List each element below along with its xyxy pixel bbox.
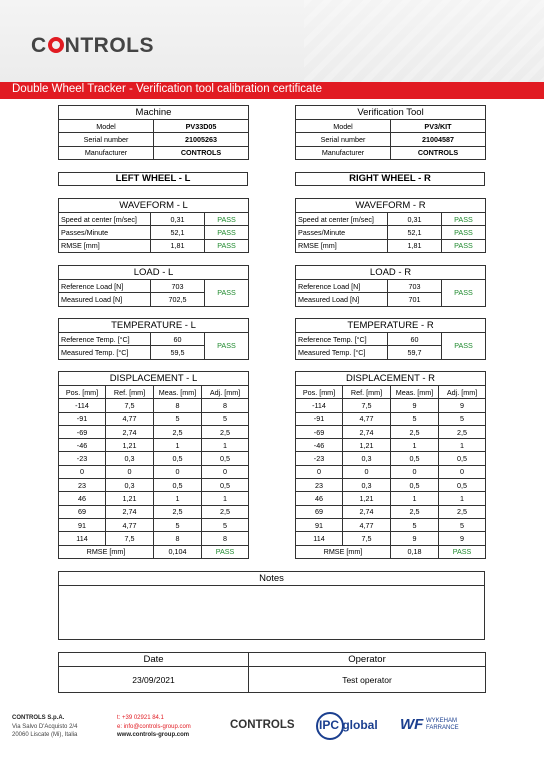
table-cell: 0,3 — [106, 479, 154, 492]
load-right-table — [295, 265, 486, 307]
temperature-right-title: TEMPERATURE - R — [296, 319, 486, 333]
table-cell: 7,5 — [343, 399, 391, 412]
table-cell: -23 — [59, 452, 106, 465]
value: 703 — [151, 280, 205, 293]
table-cell: 1 — [154, 439, 202, 452]
table-cell: 5 — [391, 412, 439, 425]
table-row — [296, 452, 486, 465]
pass-status: PASS — [205, 333, 249, 360]
table-cell: 4,77 — [343, 412, 391, 425]
value: 60 — [388, 333, 442, 346]
pass-status: PASS — [442, 226, 486, 239]
label: Speed at center [m/sec] — [296, 213, 388, 226]
phone: t: +39 02921 84.1 — [117, 715, 164, 721]
tool-title: Verification Tool — [296, 106, 486, 120]
table-cell: 46 — [296, 492, 343, 505]
value: 0,31 — [151, 213, 205, 226]
load-left-table — [58, 265, 249, 307]
table-cell: 69 — [296, 505, 343, 518]
table-cell: 2,5 — [202, 505, 249, 518]
rmse-value: 0,18 — [391, 545, 439, 558]
table-cell: 2,74 — [343, 505, 391, 518]
table-cell: -23 — [296, 452, 343, 465]
table-cell: -91 — [296, 412, 343, 425]
table-cell: 1,21 — [343, 492, 391, 505]
pass-status: PASS — [202, 545, 249, 558]
table-cell: 69 — [59, 505, 106, 518]
table-cell: 0,5 — [202, 452, 249, 465]
displacement-title: DISPLACEMENT - R — [296, 372, 486, 386]
ipc-global-logo — [314, 711, 386, 741]
table-cell: 4,77 — [106, 518, 154, 531]
table-cell: 1 — [202, 439, 249, 452]
pass-status: PASS — [205, 226, 249, 239]
table-cell: 5 — [439, 518, 486, 531]
pass-status: PASS — [442, 239, 486, 252]
value: 701 — [388, 293, 442, 306]
controls-logo: C NTROLS — [31, 34, 154, 57]
date-label: Date — [59, 653, 249, 667]
table-cell: 1,21 — [106, 492, 154, 505]
notes-content — [59, 586, 484, 592]
waveform-left-title: WAVEFORM - L — [59, 199, 249, 213]
wykeham-farrance-logo — [400, 716, 476, 736]
temperature-left-title: TEMPERATURE - L — [59, 319, 249, 333]
value: 59,5 — [151, 346, 205, 359]
table-cell: 1 — [439, 439, 486, 452]
value: PV33D05 — [154, 120, 249, 133]
table-cell: 0,5 — [391, 452, 439, 465]
table-cell: 5 — [391, 518, 439, 531]
label: Passes/Minute — [296, 226, 388, 239]
footer-contacts — [117, 714, 191, 740]
label: Reference Temp. [°C] — [59, 333, 151, 346]
table-row — [296, 492, 486, 505]
table-cell: 0 — [343, 465, 391, 478]
table-cell: 1 — [202, 492, 249, 505]
table-cell: 5 — [202, 412, 249, 425]
table-cell: -114 — [59, 399, 106, 412]
table-cell: 0,5 — [439, 479, 486, 492]
table-cell: 0,3 — [106, 452, 154, 465]
table-cell: 23 — [59, 479, 106, 492]
operator-value: Test operator — [249, 667, 486, 693]
footer-controls-logo: CONTROLS — [230, 719, 295, 731]
table-cell: 0,5 — [154, 452, 202, 465]
machine-title: Machine — [59, 106, 249, 120]
email: e: info@controls-group.com — [117, 723, 191, 730]
label: Model — [296, 120, 391, 133]
label: RMSE [mm] — [296, 239, 388, 252]
pass-status: PASS — [442, 333, 486, 360]
label: RMSE [mm] — [59, 239, 151, 252]
table-cell: 9 — [391, 532, 439, 545]
rmse-label: RMSE [mm] — [59, 545, 154, 558]
notes-title: Notes — [59, 572, 484, 586]
table-cell: 0 — [439, 465, 486, 478]
pass-status: PASS — [442, 280, 486, 307]
label: Speed at center [m/sec] — [59, 213, 151, 226]
table-cell: 8 — [202, 532, 249, 545]
table-row — [296, 425, 486, 438]
value: 21004587 — [391, 133, 486, 146]
table-cell: 5 — [202, 518, 249, 531]
pass-status: PASS — [205, 239, 249, 252]
table-cell: 7,5 — [343, 532, 391, 545]
table-cell: 2,5 — [391, 505, 439, 518]
notes-box — [58, 571, 485, 640]
table-cell: 4,77 — [343, 518, 391, 531]
table-cell: 0,3 — [343, 452, 391, 465]
table-cell: 1 — [391, 492, 439, 505]
waveform-right-title: WAVEFORM - R — [296, 199, 486, 213]
label: Reference Load [N] — [59, 280, 151, 293]
temperature-right-table — [295, 318, 486, 360]
table-cell: 23 — [296, 479, 343, 492]
table-cell: 2,5 — [439, 425, 486, 438]
table-row — [59, 532, 249, 545]
value: 59,7 — [388, 346, 442, 359]
table-row — [59, 412, 249, 425]
label: Model — [59, 120, 154, 133]
operator-label: Operator — [249, 653, 486, 667]
value: 702,5 — [151, 293, 205, 306]
signoff-table — [58, 652, 486, 693]
label: Manufacturer — [59, 146, 154, 159]
waveform-right-table — [295, 198, 486, 253]
table-cell: -91 — [59, 412, 106, 425]
table-cell: 5 — [439, 412, 486, 425]
table-cell: 5 — [154, 518, 202, 531]
table-cell: 5 — [154, 412, 202, 425]
table-cell: 8 — [154, 532, 202, 545]
waveform-left-table — [58, 198, 249, 253]
footer-address — [12, 714, 77, 740]
table-row — [296, 399, 486, 412]
table-cell: 2,5 — [391, 425, 439, 438]
value: 0,31 — [388, 213, 442, 226]
column-header: Ref. [mm] — [343, 386, 391, 399]
table-cell: -114 — [296, 399, 343, 412]
column-header: Adj. [mm] — [202, 386, 249, 399]
load-right-title: LOAD - R — [296, 266, 486, 280]
table-cell: 0,5 — [391, 479, 439, 492]
table-cell: 46 — [59, 492, 106, 505]
table-cell: 0,5 — [154, 479, 202, 492]
label: Reference Load [N] — [296, 280, 388, 293]
table-row — [59, 518, 249, 531]
table-cell: -46 — [59, 439, 106, 452]
label: Reference Temp. [°C] — [296, 333, 388, 346]
table-cell: 4,77 — [106, 412, 154, 425]
table-cell: 91 — [296, 518, 343, 531]
column-header: Adj. [mm] — [439, 386, 486, 399]
verification-tool-table — [295, 105, 486, 160]
table-cell: 0 — [296, 465, 343, 478]
website-link[interactable]: www.controls-group.com — [117, 732, 190, 738]
ipc-global-text: IPC global — [319, 718, 378, 732]
machine-table — [58, 105, 249, 160]
value: 1,81 — [151, 239, 205, 252]
table-row — [59, 465, 249, 478]
label: Passes/Minute — [59, 226, 151, 239]
table-row — [296, 479, 486, 492]
table-row — [59, 452, 249, 465]
table-row — [59, 492, 249, 505]
table-cell: 2,5 — [154, 425, 202, 438]
label: Measured Temp. [°C] — [296, 346, 388, 359]
pass-status: PASS — [205, 213, 249, 226]
displacement-right-table — [295, 371, 486, 559]
table-row — [59, 425, 249, 438]
table-cell: 1,21 — [106, 439, 154, 452]
table-cell: 0,3 — [343, 479, 391, 492]
value: 52,1 — [388, 226, 442, 239]
table-row — [59, 479, 249, 492]
table-cell: -46 — [296, 439, 343, 452]
table-cell: 1 — [391, 439, 439, 452]
table-row — [59, 399, 249, 412]
table-cell: 9 — [439, 532, 486, 545]
displacement-left-table — [58, 371, 249, 559]
table-cell: 1 — [154, 492, 202, 505]
table-row — [296, 412, 486, 425]
table-row — [296, 439, 486, 452]
table-cell: 91 — [59, 518, 106, 531]
rmse-label: RMSE [mm] — [296, 545, 391, 558]
table-cell: 2,5 — [154, 505, 202, 518]
value: CONTROLS — [391, 146, 486, 159]
label: Measured Temp. [°C] — [59, 346, 151, 359]
column-header: Ref. [mm] — [106, 386, 154, 399]
column-header: Meas. [mm] — [391, 386, 439, 399]
label: Measured Load [N] — [296, 293, 388, 306]
label: Manufacturer — [296, 146, 391, 159]
table-cell: 0 — [202, 465, 249, 478]
table-cell: 114 — [296, 532, 343, 545]
column-header: Meas. [mm] — [154, 386, 202, 399]
title-bar — [0, 82, 544, 99]
table-cell: 2,5 — [202, 425, 249, 438]
value: 52,1 — [151, 226, 205, 239]
table-cell: 8 — [202, 399, 249, 412]
table-cell: 0,5 — [202, 479, 249, 492]
table-cell: 114 — [59, 532, 106, 545]
table-cell: 7,5 — [106, 532, 154, 545]
table-cell: 0,5 — [439, 452, 486, 465]
table-cell: 9 — [391, 399, 439, 412]
pass-status: PASS — [439, 545, 486, 558]
wf-mark-icon: WF — [400, 716, 424, 733]
pass-status: PASS — [442, 213, 486, 226]
label: Measured Load [N] — [59, 293, 151, 306]
table-cell: -69 — [296, 425, 343, 438]
temperature-left-table — [58, 318, 249, 360]
address-line-1: Via Salvo D'Acquisto 2/4 — [12, 723, 78, 730]
address-line-2: 20060 Liscate (Mi), Italia — [12, 732, 78, 738]
table-cell: -69 — [59, 425, 106, 438]
table-cell: 0 — [154, 465, 202, 478]
value: 21005263 — [154, 133, 249, 146]
table-cell: 1,21 — [343, 439, 391, 452]
table-cell: 2,74 — [106, 425, 154, 438]
label: Serial number — [296, 133, 391, 146]
displacement-title: DISPLACEMENT - L — [59, 372, 249, 386]
column-header: Pos. [mm] — [59, 386, 106, 399]
left-wheel-header: LEFT WHEEL - L — [58, 172, 248, 186]
table-cell: 2,74 — [106, 505, 154, 518]
table-cell: 7,5 — [106, 399, 154, 412]
table-row — [59, 439, 249, 452]
table-row — [296, 518, 486, 531]
value: CONTROLS — [154, 146, 249, 159]
pass-status: PASS — [205, 280, 249, 307]
table-cell: 0 — [391, 465, 439, 478]
wykeham-farrance-text: WYKEHAM FARRANCE — [426, 718, 459, 731]
table-cell: 2,74 — [343, 425, 391, 438]
company-name: CONTROLS S.p.A. — [12, 715, 65, 721]
table-cell: 9 — [439, 399, 486, 412]
label: Serial number — [59, 133, 154, 146]
table-row — [59, 505, 249, 518]
table-row — [296, 465, 486, 478]
rmse-value: 0,104 — [154, 545, 202, 558]
certificate-title: Double Wheel Tracker - Verification tool calibration certificate — [12, 83, 323, 95]
value: PV3/KIT — [391, 120, 486, 133]
right-wheel-header: RIGHT WHEEL - R — [295, 172, 485, 186]
value: 703 — [388, 280, 442, 293]
value: 60 — [151, 333, 205, 346]
table-row — [296, 532, 486, 545]
table-cell: 0 — [106, 465, 154, 478]
value: 1,81 — [388, 239, 442, 252]
table-cell: 8 — [154, 399, 202, 412]
date-value: 23/09/2021 — [59, 667, 249, 693]
table-cell: 1 — [439, 492, 486, 505]
column-header: Pos. [mm] — [296, 386, 343, 399]
table-cell: 2,5 — [439, 505, 486, 518]
table-row — [296, 505, 486, 518]
table-cell: 0 — [59, 465, 106, 478]
load-left-title: LOAD - L — [59, 266, 249, 280]
